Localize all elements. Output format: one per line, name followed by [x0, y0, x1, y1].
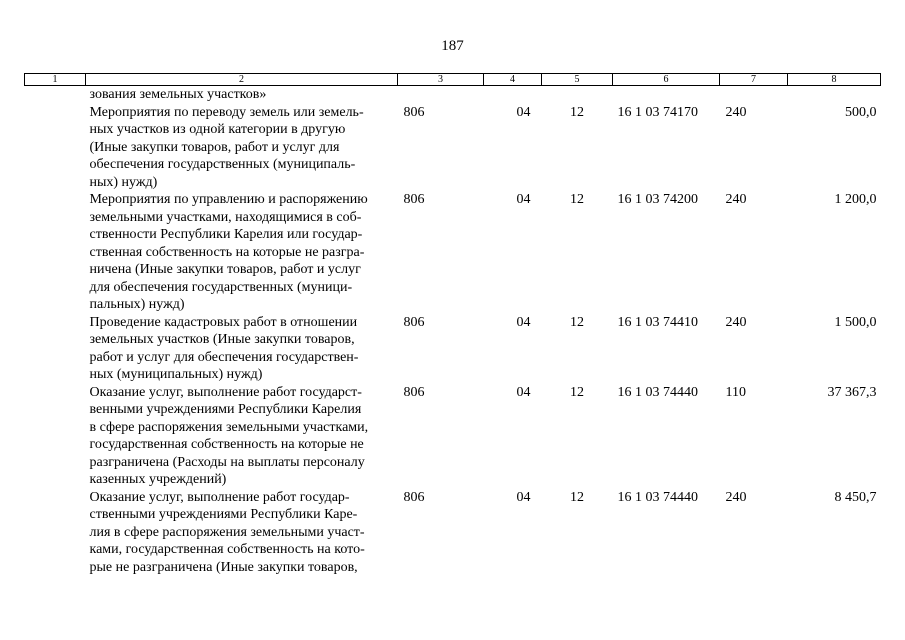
- table-row: [25, 104, 881, 192]
- amount-cell: 37 367,3: [827, 384, 877, 400]
- table-row: [25, 489, 881, 577]
- subsection-code-cell: 12: [570, 104, 584, 120]
- header-cell-1: 1: [25, 74, 86, 86]
- expense-type-cell: 240: [725, 104, 747, 120]
- item-name-line: земельными участками, находящимися в соб-: [89, 209, 362, 225]
- item-name-line: разграничена (Расходы на выплаты персоналу: [89, 454, 365, 470]
- subsection-code-cell: 12: [570, 192, 584, 207]
- item-name-line: пальных) нужд): [89, 297, 185, 312]
- section-code-cell: 04: [516, 314, 531, 330]
- item-name-line: лия в сфере распоряжения земельными участ-: [89, 524, 365, 540]
- target-item-cell: 16 1 03 74410: [617, 314, 698, 330]
- header-cell-6: 6: [613, 74, 720, 86]
- item-name-line: ничена (Иные закупки товаров, работ и услуг: [89, 262, 361, 277]
- item-name-line: государственная собственность на которые не: [89, 437, 364, 452]
- budget-table: [24, 73, 881, 576]
- item-name-line: казенных учреждений): [89, 472, 227, 487]
- item-name-line: венными учреждениями Республики Карелия: [89, 402, 362, 417]
- item-name-line: ных) нужд): [89, 174, 158, 190]
- target-item-cell: 16 1 03 74440: [617, 384, 698, 400]
- expense-type-cell: 240: [725, 192, 747, 207]
- item-name-cell: [86, 489, 398, 577]
- item-name-cell: [86, 384, 398, 489]
- item-name-line: Оказание услуг, выполнение работ государст-: [89, 384, 362, 400]
- page-number: 187: [441, 38, 464, 54]
- target-item-cell: 16 1 03 74200: [617, 192, 698, 207]
- continuation-row: [25, 86, 881, 104]
- header-cell-8: 8: [788, 74, 881, 86]
- item-name-line: Оказание услуг, выполнение работ государ-: [89, 489, 350, 505]
- item-name-line: ных участков из одной категории в другую: [89, 122, 346, 137]
- subsection-code-cell: 12: [570, 314, 584, 330]
- subsection-code-cell: 12: [570, 489, 584, 505]
- item-name-line: земельных участков (Иные закупки товаров,: [89, 332, 355, 347]
- table-row: [25, 384, 881, 489]
- section-code-cell: 04: [516, 192, 531, 207]
- item-name-line: Проведение кадастровых работ в отношении: [89, 314, 358, 330]
- item-name-line: ственности Республики Карелия или государ-: [89, 227, 363, 242]
- section-code-cell: 04: [516, 384, 531, 400]
- header-cell-3: 3: [398, 74, 484, 86]
- section-code-cell: 04: [516, 489, 531, 505]
- table-body: [25, 86, 881, 577]
- item-name-line: в сфере распоряжения земельными участками,: [89, 419, 369, 435]
- row-number-cell: [25, 104, 86, 192]
- header-cell-2: 2: [86, 74, 398, 86]
- target-item-cell: 16 1 03 74170: [617, 104, 698, 120]
- item-name-cell: [86, 104, 398, 192]
- item-name-cell: [86, 314, 398, 384]
- header-cell-4: 4: [484, 74, 542, 86]
- expense-type-cell: 110: [725, 384, 746, 400]
- item-name-cell: [86, 191, 398, 314]
- continuation-text: зования земельных участков»: [89, 87, 267, 102]
- item-name-line: ственная собственность на которые не разгра-: [89, 244, 365, 260]
- table-header: [25, 74, 881, 86]
- row-number-cell: [25, 384, 86, 489]
- ministry-code-cell: 806: [403, 104, 425, 120]
- row-number-cell: [25, 489, 86, 577]
- amount-cell: 8 450,7: [834, 489, 877, 505]
- table-row: [25, 314, 881, 384]
- item-name-line: ственными учреждениями Республики Каре-: [89, 507, 358, 522]
- ministry-code-cell: 806: [403, 489, 425, 505]
- item-name-line: работ и услуг для обеспечения государствен-: [89, 349, 359, 365]
- ministry-code-cell: 806: [403, 384, 425, 400]
- table-row: [25, 191, 881, 314]
- row-number-cell: [25, 191, 86, 314]
- item-name-line: рые не разграничена (Иные закупки товаров,: [89, 559, 358, 575]
- item-name-line: Мероприятия по переводу земель или земель-: [89, 104, 364, 120]
- item-name-line: для обеспечения государственных (муници-: [89, 279, 353, 295]
- expense-type-cell: 240: [725, 314, 747, 330]
- item-name-line: Мероприятия по управлению и распоряжению: [89, 192, 368, 207]
- amount-cell: 1 200,0: [834, 192, 877, 207]
- expense-type-cell: 240: [725, 489, 747, 505]
- subsection-code-cell: 12: [570, 384, 584, 400]
- section-code-cell: 04: [516, 104, 531, 120]
- row-number-cell: [25, 314, 86, 384]
- target-item-cell: 16 1 03 74440: [617, 489, 698, 505]
- header-cell-7: 7: [720, 74, 788, 86]
- item-name-line: обеспечения государственных (муниципаль-: [89, 157, 356, 172]
- ministry-code-cell: 806: [403, 192, 425, 207]
- item-name-line: ками, государственная собственность на кото-: [89, 542, 365, 557]
- amount-cell: 500,0: [845, 104, 877, 120]
- header-cell-5: 5: [542, 74, 613, 86]
- ministry-code-cell: 806: [403, 314, 425, 330]
- item-name-line: ных (муниципальных) нужд): [89, 367, 263, 382]
- amount-cell: 1 500,0: [834, 314, 877, 330]
- item-name-line: (Иные закупки товаров, работ и услуг для: [89, 139, 340, 155]
